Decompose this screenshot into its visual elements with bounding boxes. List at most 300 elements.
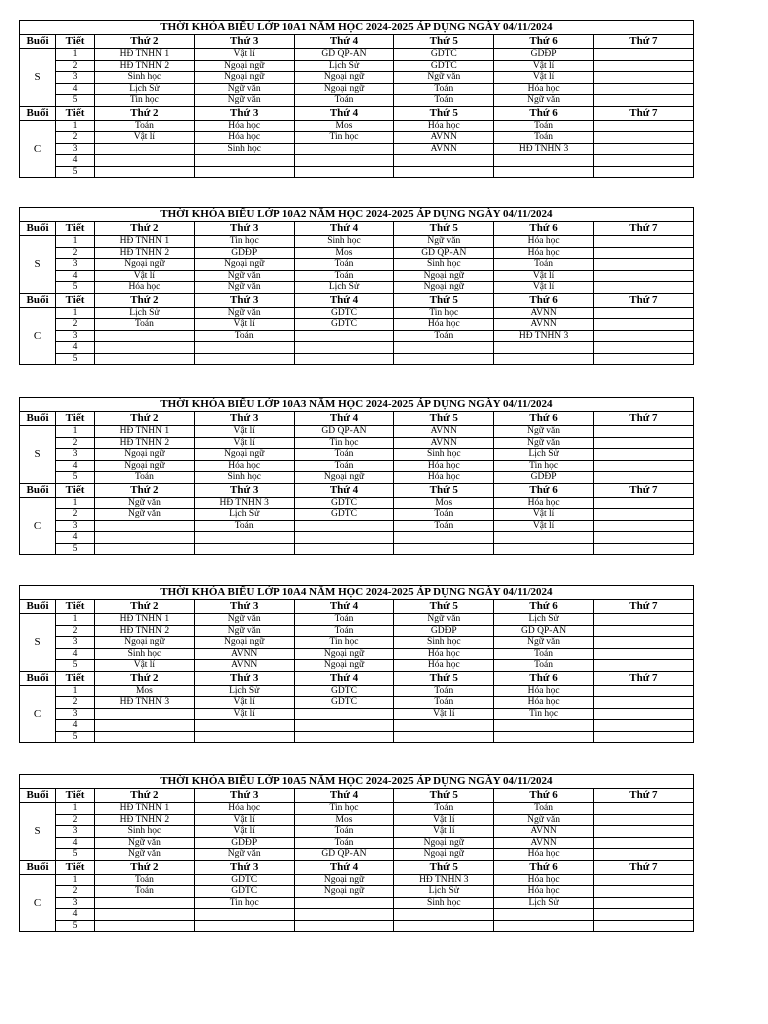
subject-cell: GD QP-AN — [294, 426, 394, 438]
subject-cell — [593, 497, 693, 509]
table-row — [20, 648, 694, 660]
subject-cell: Hóa học — [394, 660, 494, 672]
subject-cell: Ngữ văn — [494, 426, 594, 438]
subject-cell — [593, 708, 693, 720]
subject-cell: Ngoại ngữ — [95, 449, 195, 461]
subject-cell: Ngữ văn — [394, 236, 494, 248]
subject-cell: Toán — [494, 259, 594, 271]
subject-cell — [593, 697, 693, 709]
subject-cell: Vật lí — [95, 270, 195, 282]
subject-cell: HĐ TNHN 3 — [394, 874, 494, 886]
period-number: 2 — [56, 132, 95, 144]
subject-cell: HĐ TNHN 1 — [95, 236, 195, 248]
day-header: Thứ 5 — [394, 106, 494, 120]
table-row — [20, 509, 694, 521]
subject-cell: Vật lí — [194, 426, 294, 438]
day-header: Thứ 7 — [593, 483, 693, 497]
period-number: 5 — [56, 472, 95, 484]
table-row — [20, 685, 694, 697]
period-number: 3 — [56, 826, 95, 838]
subject-cell: Toán — [194, 330, 294, 342]
table-row — [20, 660, 694, 672]
subject-cell: Ngoại ngữ — [194, 72, 294, 84]
period-number: 2 — [56, 247, 95, 259]
day-header: Thứ 2 — [95, 222, 195, 236]
subject-cell: Ngữ văn — [95, 509, 195, 521]
subject-cell: HĐ TNHN 1 — [95, 426, 195, 438]
subject-cell — [494, 920, 594, 932]
subject-cell: Mos — [294, 814, 394, 826]
subject-cell — [593, 319, 693, 331]
day-header: Thứ 5 — [394, 600, 494, 614]
session-header: Buổi — [20, 35, 56, 49]
subject-cell — [593, 83, 693, 95]
table-row — [20, 307, 694, 319]
subject-cell — [194, 720, 294, 732]
subject-cell: AVNN — [494, 319, 594, 331]
subject-cell: Hóa học — [194, 460, 294, 472]
day-header: Thứ 3 — [194, 35, 294, 49]
session-header: Buổi — [20, 860, 56, 874]
subject-cell — [593, 143, 693, 155]
table-row — [20, 697, 694, 709]
subject-cell: Ngoại ngữ — [394, 282, 494, 294]
header-row — [20, 106, 694, 120]
subject-cell: Tin học — [494, 708, 594, 720]
subject-cell — [593, 353, 693, 365]
table-row — [20, 132, 694, 144]
subject-cell: AVNN — [194, 648, 294, 660]
table-row — [20, 874, 694, 886]
day-header: Thứ 5 — [394, 860, 494, 874]
table-row — [20, 460, 694, 472]
subject-cell: Toán — [494, 132, 594, 144]
period-header: Tiết — [56, 483, 95, 497]
subject-cell: Toán — [294, 614, 394, 626]
subject-cell: Ngữ văn — [194, 307, 294, 319]
subject-cell — [294, 353, 394, 365]
table-row — [20, 270, 694, 282]
day-header: Thứ 6 — [494, 222, 594, 236]
subject-cell — [95, 731, 195, 743]
subject-cell — [593, 614, 693, 626]
subject-cell: Toán — [294, 270, 394, 282]
period-number: 5 — [56, 95, 95, 107]
subject-cell — [95, 920, 195, 932]
period-number: 5 — [56, 166, 95, 178]
subject-cell: Sinh học — [394, 897, 494, 909]
subject-cell: Vật lí — [494, 282, 594, 294]
subject-cell: GDTC — [194, 874, 294, 886]
subject-cell: AVNN — [494, 307, 594, 319]
subject-cell: HĐ TNHN 3 — [95, 697, 195, 709]
subject-cell: Hóa học — [494, 497, 594, 509]
subject-cell: Vật lí — [494, 72, 594, 84]
table-row — [20, 886, 694, 898]
table-row — [20, 342, 694, 354]
table-row — [20, 720, 694, 732]
subject-cell: Hóa học — [494, 685, 594, 697]
subject-cell: Ngoại ngữ — [294, 886, 394, 898]
subject-cell — [494, 543, 594, 555]
day-header: Thứ 7 — [593, 860, 693, 874]
subject-cell: Toán — [294, 259, 394, 271]
period-number: 2 — [56, 437, 95, 449]
subject-cell: Vật lí — [95, 132, 195, 144]
period-number: 1 — [56, 426, 95, 438]
subject-cell — [593, 849, 693, 861]
subject-cell — [593, 509, 693, 521]
subject-cell: Toán — [394, 697, 494, 709]
table-row — [20, 319, 694, 331]
subject-cell — [394, 532, 494, 544]
subject-cell — [494, 166, 594, 178]
period-header: Tiết — [56, 106, 95, 120]
subject-cell — [194, 532, 294, 544]
period-header: Tiết — [56, 222, 95, 236]
subject-cell: GDTC — [294, 697, 394, 709]
subject-cell: Toán — [294, 95, 394, 107]
table-row — [20, 897, 694, 909]
subject-cell — [593, 155, 693, 167]
timetable-title: THỜI KHÓA BIỂU LỚP 10A1 NĂM HỌC 2024-2025 ÁP DỤNG NGÀY 04/11/2024 — [20, 21, 694, 35]
subject-cell: AVNN — [394, 437, 494, 449]
period-header: Tiết — [56, 412, 95, 426]
table-row — [20, 83, 694, 95]
subject-cell: Toán — [394, 685, 494, 697]
day-header: Thứ 2 — [95, 106, 195, 120]
subject-cell: Tin học — [294, 803, 394, 815]
subject-cell: Toán — [95, 120, 195, 132]
timetable-title: THỜI KHÓA BIỂU LỚP 10A3 NĂM HỌC 2024-2025 ÁP DỤNG NGÀY 04/11/2024 — [20, 398, 694, 412]
subject-cell: Ngữ văn — [194, 625, 294, 637]
subject-cell: Lịch Sử — [494, 614, 594, 626]
subject-cell — [593, 543, 693, 555]
subject-cell: Ngoại ngữ — [294, 874, 394, 886]
day-header: Thứ 3 — [194, 222, 294, 236]
header-row — [20, 860, 694, 874]
subject-cell — [593, 720, 693, 732]
subject-cell: Hóa học — [494, 849, 594, 861]
period-number: 3 — [56, 897, 95, 909]
subject-cell: GD QP-AN — [294, 849, 394, 861]
subject-cell — [494, 731, 594, 743]
subject-cell: Ngữ văn — [95, 497, 195, 509]
subject-cell: Toán — [394, 83, 494, 95]
subject-cell: HĐ TNHN 3 — [194, 497, 294, 509]
subject-cell: Sinh học — [194, 472, 294, 484]
day-header: Thứ 2 — [95, 860, 195, 874]
subject-cell: Ngoại ngữ — [294, 660, 394, 672]
subject-cell: Lịch Sử — [194, 509, 294, 521]
period-number: 4 — [56, 532, 95, 544]
period-number: 1 — [56, 874, 95, 886]
subject-cell — [95, 143, 195, 155]
subject-cell: Toán — [394, 509, 494, 521]
subject-cell — [593, 72, 693, 84]
period-number: 5 — [56, 282, 95, 294]
subject-cell: AVNN — [394, 132, 494, 144]
subject-cell: Toán — [294, 449, 394, 461]
subject-cell — [593, 247, 693, 259]
period-number: 1 — [56, 497, 95, 509]
timetable-title: THỜI KHÓA BIỂU LỚP 10A2 NĂM HỌC 2024-2025 ÁP DỤNG NGÀY 04/11/2024 — [20, 208, 694, 222]
period-number: 2 — [56, 697, 95, 709]
subject-cell: Vật lí — [394, 826, 494, 838]
subject-cell: Ngữ văn — [194, 614, 294, 626]
subject-cell: Ngữ văn — [194, 95, 294, 107]
period-number: 5 — [56, 353, 95, 365]
subject-cell — [95, 543, 195, 555]
day-header: Thứ 6 — [494, 671, 594, 685]
period-number: 4 — [56, 837, 95, 849]
day-header: Thứ 5 — [394, 35, 494, 49]
table-row — [20, 60, 694, 72]
subject-cell — [95, 532, 195, 544]
subject-cell — [494, 342, 594, 354]
subject-cell: Ngoại ngữ — [294, 83, 394, 95]
period-number: 3 — [56, 520, 95, 532]
subject-cell: Hóa học — [194, 120, 294, 132]
session-header: Buổi — [20, 222, 56, 236]
table-row — [20, 236, 694, 248]
subject-cell — [294, 330, 394, 342]
subject-cell: Mos — [294, 120, 394, 132]
period-number: 3 — [56, 72, 95, 84]
subject-cell — [593, 270, 693, 282]
period-number: 5 — [56, 920, 95, 932]
subject-cell: Sinh học — [294, 236, 394, 248]
table-row — [20, 166, 694, 178]
subject-cell: Vật lí — [494, 520, 594, 532]
table-row — [20, 472, 694, 484]
period-header: Tiết — [56, 789, 95, 803]
table-row — [20, 49, 694, 61]
subject-cell: Ngoại ngữ — [194, 60, 294, 72]
day-header: Thứ 3 — [194, 483, 294, 497]
subject-cell — [494, 532, 594, 544]
subject-cell — [194, 353, 294, 365]
subject-cell: Hóa học — [394, 472, 494, 484]
timetable-3 — [19, 397, 694, 555]
subject-cell: Ngoại ngữ — [294, 648, 394, 660]
subject-cell: Tin học — [194, 236, 294, 248]
subject-cell: HĐ TNHN 2 — [95, 437, 195, 449]
day-header: Thứ 6 — [494, 106, 594, 120]
subject-cell: Vật lí — [494, 270, 594, 282]
subject-cell: Toán — [294, 826, 394, 838]
subject-cell — [593, 837, 693, 849]
period-header: Tiết — [56, 600, 95, 614]
period-header: Tiết — [56, 860, 95, 874]
table-row — [20, 909, 694, 921]
subject-cell: GDĐP — [194, 837, 294, 849]
subject-cell — [294, 143, 394, 155]
period-number: 1 — [56, 614, 95, 626]
subject-cell — [95, 342, 195, 354]
subject-cell: Vật lí — [494, 60, 594, 72]
table-row — [20, 532, 694, 544]
subject-cell: Toán — [294, 625, 394, 637]
subject-cell — [593, 731, 693, 743]
table-row — [20, 247, 694, 259]
subject-cell — [593, 342, 693, 354]
header-row — [20, 483, 694, 497]
subject-cell — [593, 897, 693, 909]
table-row — [20, 520, 694, 532]
subject-cell — [593, 472, 693, 484]
subject-cell: HĐ TNHN 2 — [95, 60, 195, 72]
session-label: C — [20, 307, 56, 365]
subject-cell — [294, 155, 394, 167]
subject-cell — [593, 660, 693, 672]
day-header: Thứ 5 — [394, 293, 494, 307]
subject-cell: Sinh học — [394, 449, 494, 461]
subject-cell — [294, 909, 394, 921]
period-number: 4 — [56, 460, 95, 472]
subject-cell: GDTC — [294, 307, 394, 319]
subject-cell: Hóa học — [494, 874, 594, 886]
subject-cell: Sinh học — [194, 143, 294, 155]
subject-cell: GD QP-AN — [394, 247, 494, 259]
subject-cell — [194, 543, 294, 555]
session-label: C — [20, 874, 56, 932]
session-header: Buổi — [20, 412, 56, 426]
table-row — [20, 849, 694, 861]
subject-cell: Lịch Sử — [194, 685, 294, 697]
subject-cell: Sinh học — [394, 259, 494, 271]
day-header: Thứ 5 — [394, 789, 494, 803]
subject-cell: Ngữ văn — [95, 837, 195, 849]
subject-cell: Ngữ văn — [194, 270, 294, 282]
subject-cell: GDĐP — [494, 49, 594, 61]
day-header: Thứ 7 — [593, 293, 693, 307]
day-header: Thứ 4 — [294, 600, 394, 614]
subject-cell — [593, 282, 693, 294]
subject-cell — [294, 520, 394, 532]
subject-cell: Lịch Sử — [95, 307, 195, 319]
period-number: 2 — [56, 886, 95, 898]
subject-cell: Ngữ văn — [194, 282, 294, 294]
header-row — [20, 789, 694, 803]
subject-cell: AVNN — [494, 826, 594, 838]
subject-cell — [194, 731, 294, 743]
subject-cell — [593, 307, 693, 319]
session-header: Buổi — [20, 671, 56, 685]
table-row — [20, 155, 694, 167]
day-header: Thứ 6 — [494, 293, 594, 307]
table-row — [20, 282, 694, 294]
period-number: 2 — [56, 509, 95, 521]
period-number: 2 — [56, 319, 95, 331]
subject-cell: Hóa học — [494, 697, 594, 709]
day-header: Thứ 6 — [494, 35, 594, 49]
timetable-title: THỜI KHÓA BIỂU LỚP 10A5 NĂM HỌC 2024-2025 ÁP DỤNG NGÀY 04/11/2024 — [20, 775, 694, 789]
table-row — [20, 449, 694, 461]
subject-cell: Ngữ văn — [394, 72, 494, 84]
subject-cell — [294, 731, 394, 743]
table-row — [20, 731, 694, 743]
day-header: Thứ 7 — [593, 106, 693, 120]
day-header: Thứ 6 — [494, 412, 594, 426]
subject-cell — [194, 342, 294, 354]
day-header: Thứ 3 — [194, 671, 294, 685]
subject-cell: Ngữ văn — [494, 437, 594, 449]
subject-cell: GD QP-AN — [494, 625, 594, 637]
timetable-2 — [19, 207, 694, 365]
period-number: 1 — [56, 307, 95, 319]
timetable-4 — [19, 585, 694, 743]
timetable-1 — [19, 20, 694, 178]
period-number: 2 — [56, 625, 95, 637]
subject-cell: Mos — [394, 497, 494, 509]
subject-cell: Vật lí — [494, 509, 594, 521]
subject-cell: Tin học — [294, 437, 394, 449]
subject-cell — [95, 897, 195, 909]
subject-cell: Lịch Sử — [494, 449, 594, 461]
subject-cell: Toán — [294, 460, 394, 472]
session-label: S — [20, 236, 56, 294]
day-header: Thứ 3 — [194, 600, 294, 614]
day-header: Thứ 3 — [194, 293, 294, 307]
subject-cell: Hóa học — [194, 803, 294, 815]
table-row — [20, 826, 694, 838]
table-row — [20, 330, 694, 342]
subject-cell: Hóa học — [494, 247, 594, 259]
period-number: 5 — [56, 543, 95, 555]
subject-cell — [593, 648, 693, 660]
period-header: Tiết — [56, 293, 95, 307]
subject-cell — [593, 236, 693, 248]
subject-cell — [494, 909, 594, 921]
day-header: Thứ 5 — [394, 671, 494, 685]
table-row — [20, 837, 694, 849]
period-number: 3 — [56, 330, 95, 342]
subject-cell: AVNN — [494, 837, 594, 849]
period-number: 5 — [56, 660, 95, 672]
subject-cell: Ngữ văn — [194, 83, 294, 95]
subject-cell: Lịch Sử — [294, 60, 394, 72]
session-label: S — [20, 803, 56, 861]
subject-cell: Hóa học — [394, 460, 494, 472]
day-header: Thứ 3 — [194, 789, 294, 803]
timetable-title: THỜI KHÓA BIỂU LỚP 10A4 NĂM HỌC 2024-2025 ÁP DỤNG NGÀY 04/11/2024 — [20, 586, 694, 600]
subject-cell — [593, 909, 693, 921]
subject-cell — [593, 49, 693, 61]
subject-cell: Vật lí — [394, 708, 494, 720]
subject-cell: Toán — [95, 319, 195, 331]
subject-cell: Ngoại ngữ — [394, 849, 494, 861]
subject-cell: Vật lí — [194, 49, 294, 61]
subject-cell — [593, 60, 693, 72]
subject-cell — [194, 155, 294, 167]
subject-cell — [593, 426, 693, 438]
subject-cell: Hóa học — [394, 120, 494, 132]
subject-cell — [194, 920, 294, 932]
day-header: Thứ 3 — [194, 412, 294, 426]
subject-cell — [294, 166, 394, 178]
table-row — [20, 497, 694, 509]
subject-cell — [394, 731, 494, 743]
subject-cell — [593, 886, 693, 898]
subject-cell: Hóa học — [494, 886, 594, 898]
subject-cell — [95, 155, 195, 167]
subject-cell: GDTC — [294, 319, 394, 331]
day-header: Thứ 2 — [95, 483, 195, 497]
subject-cell — [593, 803, 693, 815]
subject-cell: Vật lí — [194, 826, 294, 838]
period-number: 1 — [56, 685, 95, 697]
